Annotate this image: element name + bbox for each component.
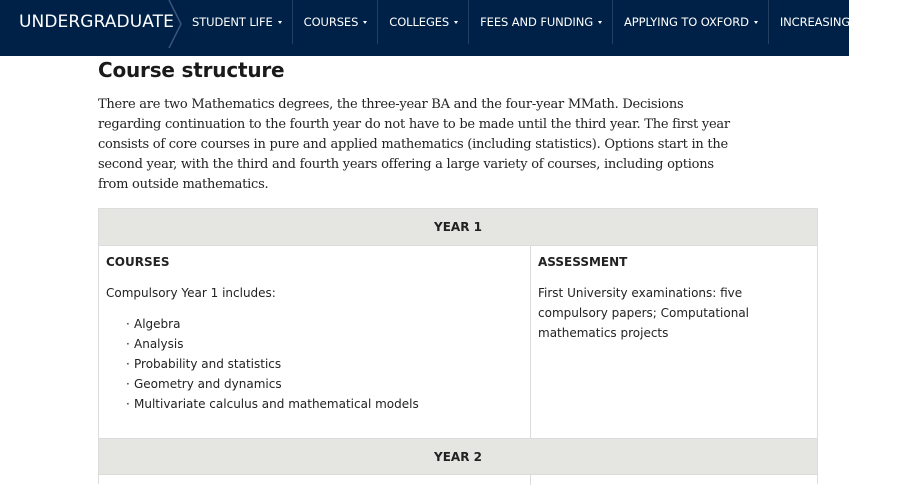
nav-item-label: INCREASING ACCESS bbox=[779, 15, 899, 29]
year-2-row bbox=[99, 474, 817, 484]
list-item: · Geometry and dynamics bbox=[126, 374, 523, 394]
top-navigation bbox=[0, 0, 899, 56]
nav-item-label: APPLYING TO OXFORD bbox=[624, 15, 749, 29]
caret-down-icon bbox=[754, 21, 758, 24]
list-item: · Multivariate calculus and mathematical models bbox=[126, 394, 523, 414]
list-item: · Algebra bbox=[126, 314, 523, 334]
nav-item-applying-to-oxford[interactable] bbox=[613, 0, 769, 44]
nav-item-label: FEES AND FUNDING bbox=[480, 15, 594, 29]
nav-item-label: STUDENT LIFE bbox=[192, 15, 273, 29]
list-item: · Analysis bbox=[126, 334, 523, 354]
courses-column bbox=[99, 475, 531, 485]
nav-item-student-life[interactable] bbox=[181, 0, 293, 44]
courses-column bbox=[99, 246, 531, 438]
page-section-title: Course structure bbox=[98, 58, 285, 82]
caret-down-icon bbox=[598, 21, 602, 24]
nav-item-label: COLLEGES bbox=[389, 15, 450, 29]
main-menu bbox=[181, 0, 909, 44]
year-1-row bbox=[99, 245, 817, 438]
breadcrumb-chevron-icon bbox=[168, 0, 182, 48]
nav-item-colleges[interactable] bbox=[378, 0, 469, 44]
course-list bbox=[106, 314, 523, 414]
intro-paragraph: There are two Mathematics degrees, the three-year BA and the four-year MMath. Decisions regarding continuation to the fourth year do not have to be made until the third year. The first year consists of core courses in pure and applied mathematics (including statistics). Options start in the second year, with the third and fourth years offering a large variety of courses, including options from outside mathematics. bbox=[98, 97, 730, 192]
main-content bbox=[98, 56, 818, 484]
list-item: · Probability and statistics bbox=[126, 354, 523, 374]
nav-item-increasing-access[interactable] bbox=[769, 0, 909, 44]
nav-item-fees-and-funding[interactable] bbox=[469, 0, 613, 44]
year-2-header: YEAR 2 bbox=[99, 438, 817, 474]
nav-item-courses[interactable] bbox=[293, 0, 379, 44]
assessment-heading: ASSESSMENT bbox=[538, 255, 628, 269]
assessment-column bbox=[531, 475, 817, 493]
caret-down-icon bbox=[363, 21, 367, 24]
course-structure-table bbox=[98, 208, 818, 484]
year-1-header: YEAR 1 bbox=[99, 209, 817, 245]
courses-heading: COURSES bbox=[106, 255, 170, 269]
assessment-column bbox=[531, 246, 817, 438]
site-section-title[interactable]: UNDERGRADUATE bbox=[19, 12, 174, 32]
caret-down-icon bbox=[454, 21, 458, 24]
assessment-text: First University examinations: five compulsory papers; Computational mathematics projects bbox=[538, 286, 750, 340]
nav-item-label: COURSES bbox=[303, 15, 359, 29]
caret-down-icon bbox=[278, 21, 282, 24]
courses-intro: Compulsory Year 1 includes: bbox=[106, 286, 276, 300]
